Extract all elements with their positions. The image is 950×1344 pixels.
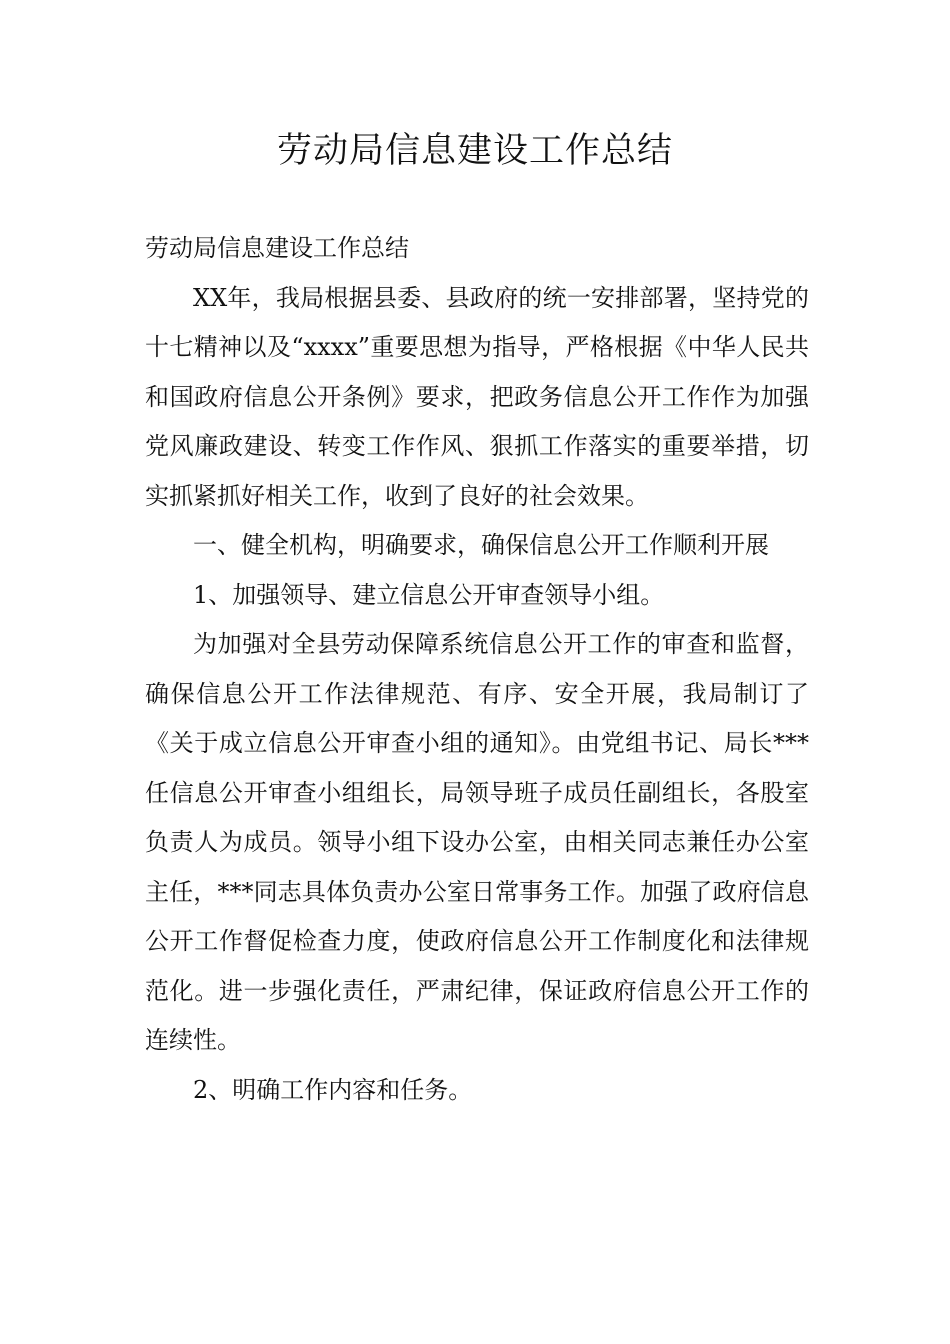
section-heading-1: 一、健全机构，明确要求，确保信息公开工作顺利开展 bbox=[193, 531, 769, 559]
intro-paragraph: XX年，我局根据县委、县政府的统一安排部署，坚持党的十七精神以及“xxxx”重要思想为指导，严格根据《中华人民共和国政府信息公开条例》要求，把政务信息公开工作作为加强党风廉政建设、转变工作作风、狠抓工作落实的重要举措，切实抓紧抓好相关工作，收到了良好的社会效果。 bbox=[145, 283, 809, 510]
subsection-heading-2: 2、明确工作内容和任务。 bbox=[193, 1075, 473, 1104]
document-body bbox=[145, 224, 809, 1115]
subsection-heading-1: 1、加强领导、建立信息公开审查领导小组。 bbox=[193, 580, 665, 609]
body-paragraph: 为加强对全县劳动保障系统信息公开工作的审查和监督，确保信息公开工作法律规范、有序、安全开展，我局制订了《关于成立信息公开审查小组的通知》。由党组书记、局长***任信息公开审查小组组长，局领导班子成员任副组长，各股室负责人为成员。领导小组下设办公室，由相关同志兼任办公室主任，***同志具体负责办公室日常事务工作。加强了政府信息公开工作督促检查力度，使政府信息公开工作制度化和法律规范化。进一步强化责任，严肃纪律，保证政府信息公开工作的连续性。 bbox=[145, 630, 809, 1054]
document-title: 劳动局信息建设工作总结 bbox=[276, 131, 673, 171]
subtitle-paragraph: 劳动局信息建设工作总结 bbox=[145, 234, 409, 262]
